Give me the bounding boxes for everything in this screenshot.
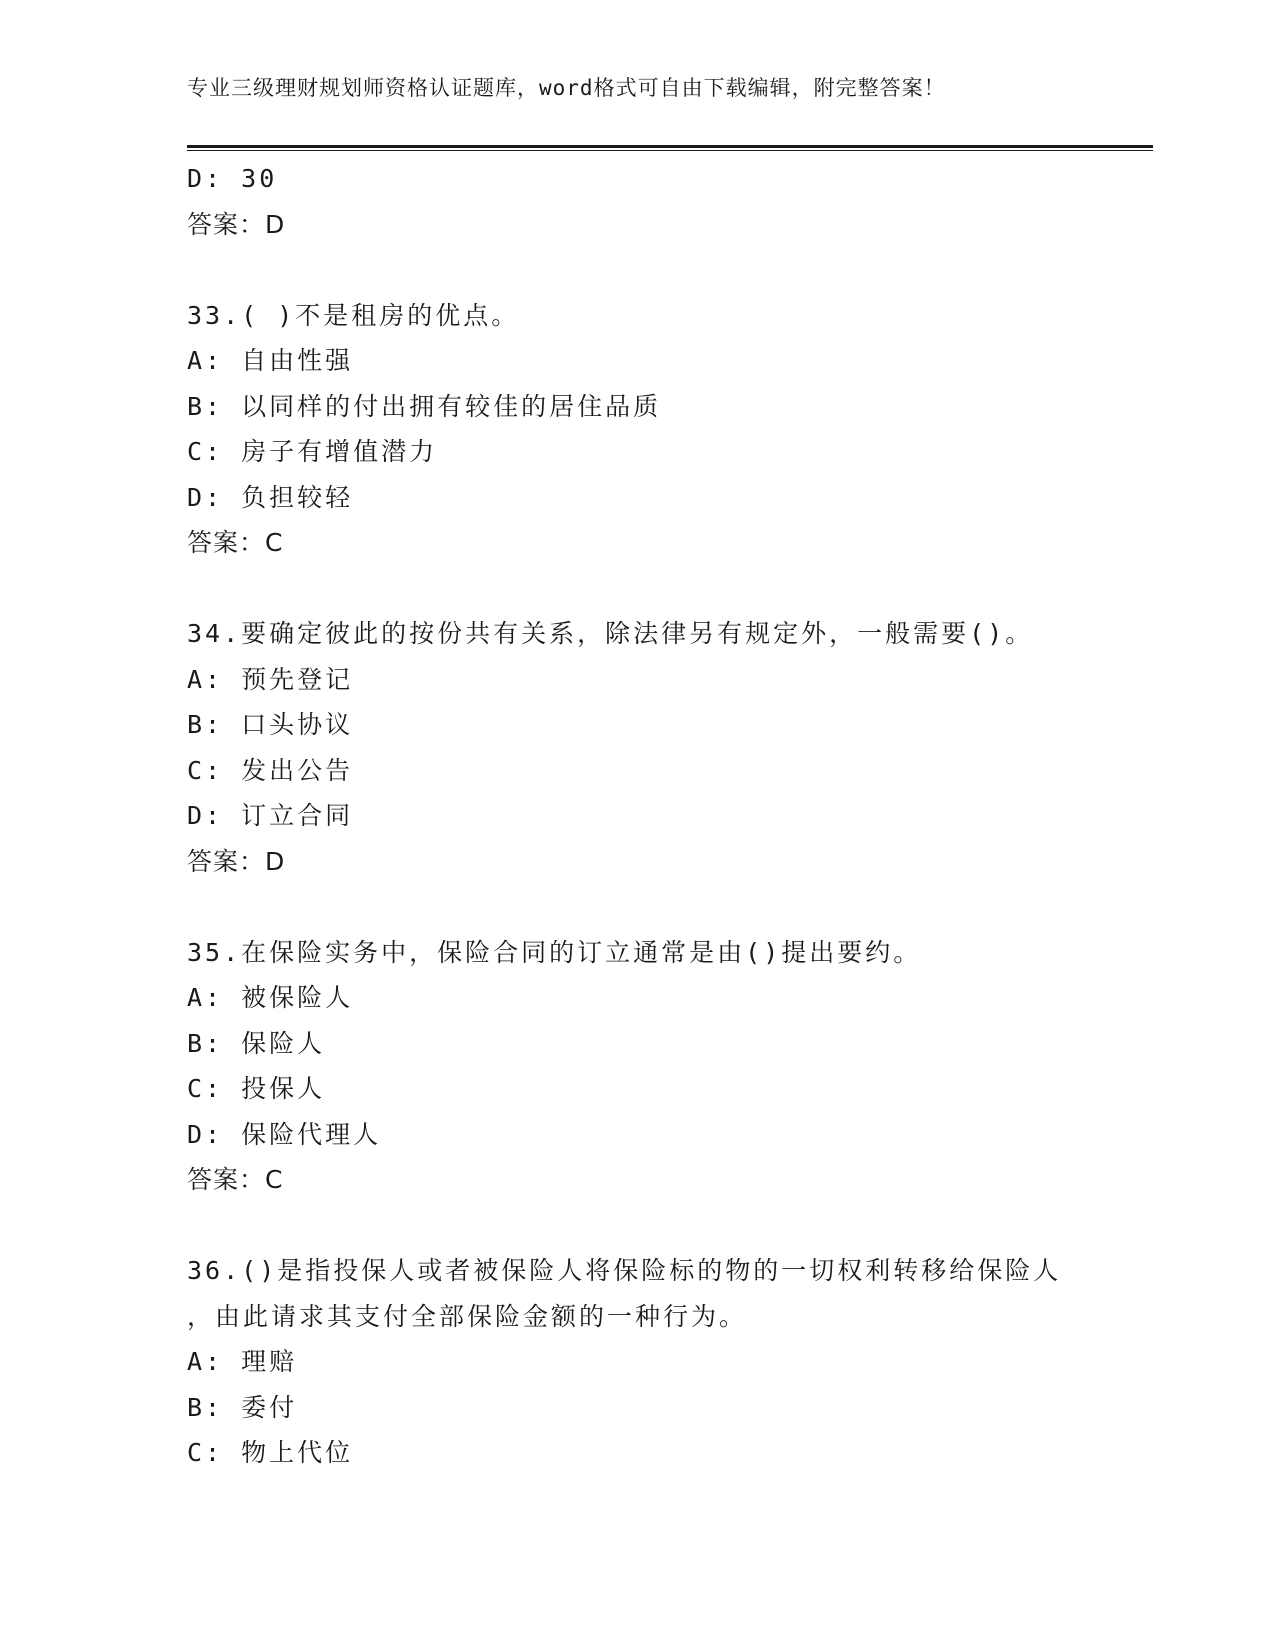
spacer bbox=[187, 247, 1167, 293]
option-line: B: 以同样的付出拥有较佳的居住品质 bbox=[187, 391, 662, 421]
question-text: 36.()是指投保人或者被保险人将保险标的物的一切权利转移给保险人 bbox=[187, 1256, 1062, 1285]
option-line: A: 被保险人 bbox=[187, 983, 354, 1012]
answer-line: 答案：C bbox=[187, 528, 284, 557]
option-line: D: 保险代理人 bbox=[187, 1119, 382, 1149]
option-line: A: 理赔 bbox=[187, 1347, 298, 1376]
option-line: A: 预先登记 bbox=[187, 664, 354, 694]
question-list bbox=[187, 156, 1167, 1476]
option-line: C: 房子有增值潜力 bbox=[187, 437, 438, 466]
spacer bbox=[187, 1203, 1167, 1249]
question-text: 35.在保险实务中，保险合同的订立通常是由()提出要约。 bbox=[187, 937, 922, 967]
spacer bbox=[187, 884, 1167, 930]
option-line: C: 发出公告 bbox=[187, 755, 354, 785]
option-line: B: 口头协议 bbox=[187, 710, 354, 739]
option-line: B: 委付 bbox=[187, 1392, 298, 1422]
header-rule-thin bbox=[187, 150, 1153, 151]
option-line: B: 保险人 bbox=[187, 1028, 326, 1058]
question-text: 33.( )不是租房的优点。 bbox=[187, 300, 520, 330]
answer-line: 答案：C bbox=[187, 1165, 284, 1194]
page-header: 专业三级理财规划师资格认证题库，word格式可自由下载编辑，附完整答案！ bbox=[187, 76, 946, 100]
header-rule-thick bbox=[187, 145, 1153, 148]
option-line: A: 自由性强 bbox=[187, 346, 354, 375]
option-line: C: 物上代位 bbox=[187, 1438, 354, 1467]
option-line: D: 负担较轻 bbox=[187, 482, 354, 512]
spacer bbox=[187, 566, 1167, 612]
option-line: D: 30 bbox=[187, 164, 278, 193]
option-line: D: 订立合同 bbox=[187, 801, 354, 830]
question-text: ，由此请求其支付全部保险金额的一种行为。 bbox=[187, 1301, 748, 1331]
option-line: C: 投保人 bbox=[187, 1074, 326, 1103]
answer-line: 答案：D bbox=[187, 846, 286, 876]
question-text: 34.要确定彼此的按份共有关系，除法律另有规定外，一般需要()。 bbox=[187, 619, 1034, 648]
answer-line: 答案：D bbox=[187, 209, 286, 239]
